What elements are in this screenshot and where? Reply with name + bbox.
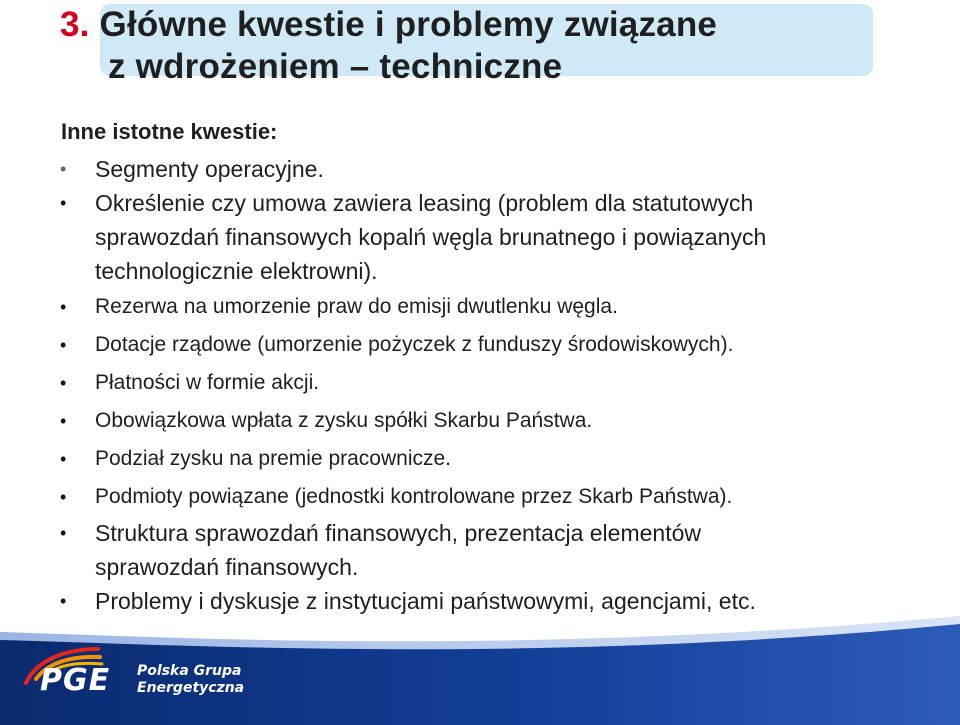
bullet-text-line: sprawozdań finansowych kopalń węgla brunatnego i powiązanych [95,224,767,250]
pge-logo-text: PGE [40,663,111,698]
bullet-item [58,402,938,440]
bullet-dot-icon: • [60,449,67,469]
bullet-dot-icon: • [60,193,67,213]
bullet-dot-icon: • [60,411,67,431]
bullet-dot-icon: • [60,335,67,355]
bullet-item [58,478,938,516]
bullet-dot-icon: • [60,523,67,543]
bullet-item [58,288,938,326]
title-line-2: z wdrożeniem – techniczne [108,47,563,86]
bullet-text: Podział zysku na premie pracownicze. [95,447,451,470]
bullet-text: Obowiązkowa wpłata z zysku spółki Skarbu Państwa. [95,409,593,432]
bullet-text: Rezerwa na umorzenie praw do emisji dwutlenku węgla. [95,295,618,318]
page-title [60,4,717,88]
bullet-text-line: sprawozdań finansowych. [95,554,359,580]
bullet-text: Segmenty operacyjne. [95,156,324,182]
bullet-list [58,152,938,618]
bullet-dot-icon: • [60,487,67,507]
company-name [137,663,244,697]
bullet-dot-icon: • [60,373,67,393]
bullet-dot-icon: • [60,591,67,611]
bullet-dot-icon: • [60,297,67,317]
title-number: 3. [60,5,90,44]
bullet-item [58,364,938,402]
bullet-text-line: technologicznie elektrowni). [95,258,378,284]
bullet-item [58,186,938,288]
bullet-text: Dotacje rządowe (umorzenie pożyczek z funduszy środowiskowych). [95,333,734,356]
bullet-item [58,326,938,364]
bullet-text: Podmioty powiązane (jednostki kontrolowane przez Skarb Państwa). [95,485,733,508]
section-subtitle: Inne istotne kwestie: [61,119,278,144]
bullet-item [58,152,938,186]
bullet-text-line: Określenie czy umowa zawiera leasing (problem dla statutowych [95,190,754,216]
bullet-text: Problemy i dyskusje z instytucjami państwowymi, agencjami, etc. [95,588,756,614]
company-name-line-1: Polska Grupa [137,663,242,679]
bullet-item [58,516,938,584]
bullet-item [58,440,938,478]
company-name-line-2: Energetyczna [137,680,245,696]
bullet-text-line: Struktura sprawozdań finansowych, prezentacja elementów [95,520,701,546]
bullet-text: Płatności w formie akcji. [95,371,320,394]
bullet-dot-icon: • [60,159,67,179]
title-line-1: Główne kwestie i problemy związane [99,5,718,44]
